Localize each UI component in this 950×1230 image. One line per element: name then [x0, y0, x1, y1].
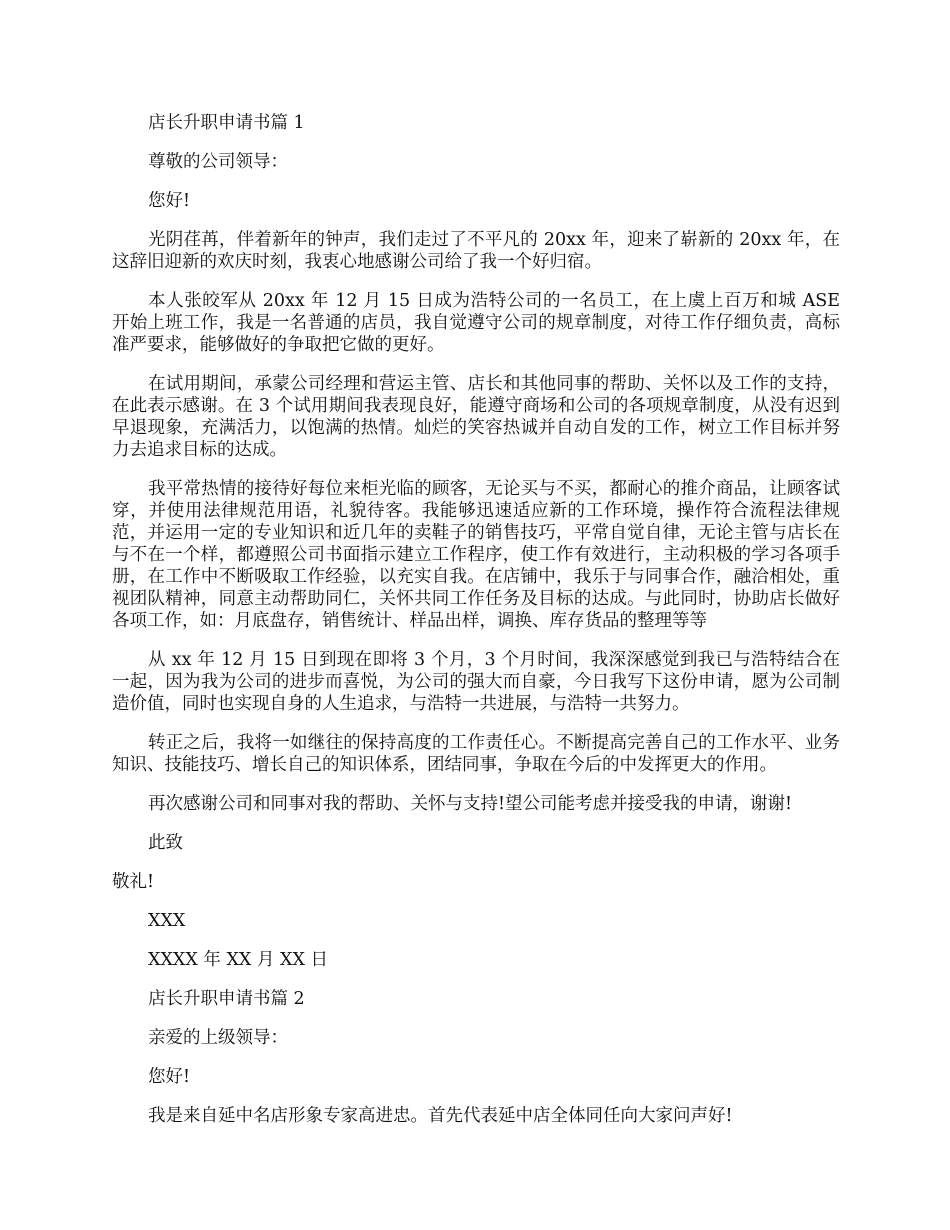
paragraph-probation: 在试用期间，承蒙公司经理和营运主管、店长和其他同事的帮助、关怀以及工作的支持，在此表示感谢。在 3 个试用期间我表现良好，能遵守商场和公司的各项规章制度，从没有迟到早退现象，充满活力，以饱满的热情。灿烂的笑容热诚并自动自发的工作，树立工作目标并努力去追求目标的达成。: [112, 374, 840, 460]
greeting: 您好!: [148, 191, 191, 211]
closing-salute: 敬礼!: [112, 872, 155, 892]
salutation: 尊敬的公司领导：: [148, 152, 288, 172]
signature-name: XXX: [148, 911, 186, 931]
paragraph-intro-2: 我是来自延中名店形象专家高进忠。首先代表延中店全体同任向大家问声好!: [148, 1106, 733, 1126]
paragraph-commitment: 转正之后，我将一如继往的保持高度的工作责任心。不断提高完善自己的工作水平、业务知识、技能技巧、增长自己的知识体系，团结同事，争取在今后的中发挥更大的作用。: [112, 733, 840, 775]
paragraph-thanks: 再次感谢公司和同事对我的帮助、关怀与支持!望公司能考虑并接受我的申请，谢谢!: [148, 794, 793, 814]
section-title-1: 店长升职申请书篇 1: [148, 113, 305, 133]
signature-date: XXXX 年 XX 月 XX 日: [148, 950, 328, 970]
greeting-2: 您好!: [148, 1067, 191, 1087]
paragraph-service: 我平常热情的接待好每位来柜光临的顾客，无论买与不买，都耐心的推介商品，让顾客试穿，并使用法律规范用语，礼貌待客。我能够迅速适应新的工作环境，操作符合流程法律规范，并运用一定的专业知识和近几年的卖鞋子的销售技巧，平常自觉自律，无论主管与店长在与不在一个样，都遵照公司书面指示建立工作程序，使工作有效进行，主动积极的学习各项手册，在工作中不断吸取工作经验，以充实自我。在店铺中，我乐于与同事合作，融洽相处，重视团队精神，同意主动帮助同仁，关怀共同工作任务及目标的达成。与此同时，协助店长做好各项工作，如：月底盘存，销售统计、样品出样，调换、库存货品的整理等等: [112, 479, 840, 631]
salutation-2: 亲爱的上级领导：: [148, 1028, 288, 1048]
paragraph-reflection: 从 xx 年 12 月 15 日到现在即将 3 个月，3 个月时间，我深深感觉到我已与浩特结合在一起，因为我为公司的进步而喜悦，为公司的强大而自豪，今日我写下这份申请，愿为公司制造价值，同时也实现自身的人生追求，与浩特一共进展，与浩特一共努力。: [112, 650, 840, 714]
paragraph-employment: 本人张皎军从 20xx 年 12 月 15 日成为浩特公司的一名员工，在上虞上百万和城 ASE 开始上班工作，我是一名普通的店员，我自觉遵守公司的规章制度，对待工作仔细负责，高标准严要求，能够做好的争取把它做的更好。: [112, 291, 840, 355]
paragraph-intro: 光阴荏苒，伴着新年的钟声，我们走过了不平凡的 20xx 年，迎来了崭新的 20xx 年，在这辞旧迎新的欢庆时刻，我衷心地感谢公司给了我一个好归宿。: [112, 230, 840, 272]
closing-phrase: 此致: [148, 833, 183, 853]
section-title-2: 店长升职申请书篇 2: [148, 989, 305, 1009]
